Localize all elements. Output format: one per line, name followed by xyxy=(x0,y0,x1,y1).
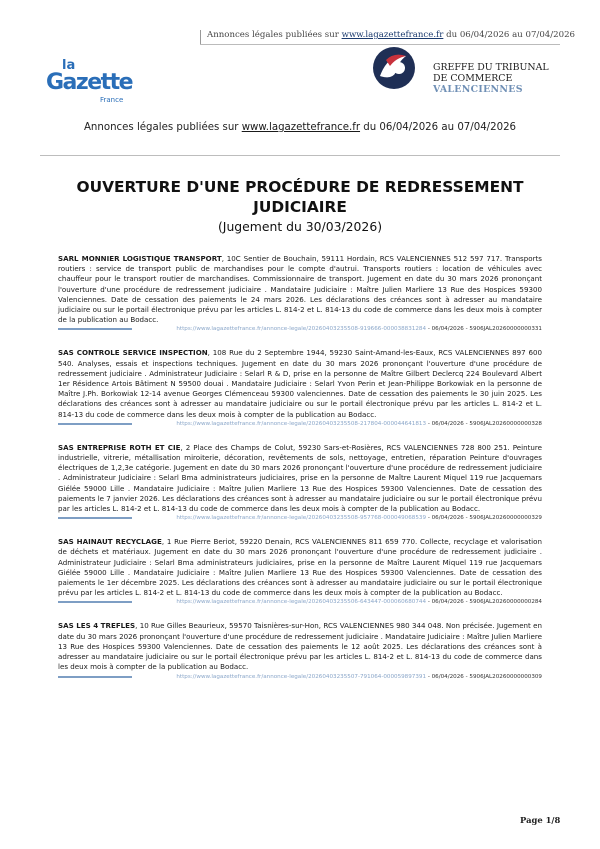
top-publication-line xyxy=(200,30,576,44)
company-name: SAS ENTREPRISE ROTH ET CIE xyxy=(58,442,181,452)
notice-item xyxy=(58,443,542,528)
subtitle-suffix: du 06/04/2026 au 07/04/2026 xyxy=(360,122,517,133)
subtitle-rule xyxy=(40,155,560,156)
notice-bar xyxy=(58,601,132,603)
publication-subtitle xyxy=(0,122,600,133)
notice-body xyxy=(58,443,542,514)
notice-body xyxy=(58,254,542,325)
top-suffix: du 06/04/2026 au 07/04/2026 xyxy=(443,30,576,40)
company-name: SAS HAINAUT RECYCLAGE xyxy=(58,537,162,547)
greffe-city: VALENCIENNES xyxy=(433,84,523,95)
logo-france: France xyxy=(100,96,124,104)
notice-bar xyxy=(58,423,132,425)
notice-meta xyxy=(176,326,542,332)
notice-meta xyxy=(176,674,542,680)
logo-gazette: Gazette xyxy=(46,70,133,95)
gazette-logo xyxy=(40,58,133,104)
greffe-line2: DE COMMERCE xyxy=(433,73,513,84)
page-title: OUVERTURE D'UNE PROCÉDURE DE REDRESSEMENT JUDICIAIRE xyxy=(76,178,524,216)
notice-text: , 2 Place des Champs de Colut, 59230 Sars-et-Rosières, RCS VALENCIENNES 728 800 251. Peinture industrielle, vitrerie, métallisation miroiterie, décoration, revêtements de sols, nettoyage, entretien, réparation Peinture d'ouvrages électriques de 1,2,3e catégorie. Jugement en date du 30 mars 2026 prononçant l'ouverture d'une procédure de redressement judiciaire . Administrateur Judiciaire : Selarl Bma administrateurs judiciaires, prise en la personne de Maître Laurent Miquel 119 rue Jacquemars Giélée 59000 Lille . Mandataire Judiciaire : Maître Julien Marliere 13 Rue des Hospices 59300 Valenciennes. Date de cessation des paiements le 7 janvier 2026. Les déclarations des créances sont à adresser au mandataire judiciaire ou sur le portail électronique prévu par les articles L. 814-2 et L. 814-13 du code de commerce dans les deux mois à compter de la publication au Bodacc. xyxy=(58,442,542,514)
notice-link[interactable]: https://www.lagazettefrance.fr/annonce-legale/20260403235506-643447-000060680744 xyxy=(176,599,427,606)
page-number: Page 1/8 xyxy=(520,815,561,825)
notice-item xyxy=(58,348,542,433)
notice-ref: - 06/04/2026 - 5906JAL20260000000309 xyxy=(426,673,542,680)
notice-ref: - 06/04/2026 - 5906JAL20260000000284 xyxy=(426,599,542,606)
top-prefix: Annonces légales publiées sur xyxy=(207,30,342,40)
notice-link[interactable]: https://www.lagazettefrance.fr/annonce-legale/20260403235508-919666-000038831284 xyxy=(176,326,427,333)
notice-text: , 10C Sentier de Bouchain, 59111 Hordain, RCS VALENCIENNES 512 597 717. Transports routiers : service de transport public de marchandises pour le compte d'autrui. Transports routiers : location de véhicules avec chauffeur pour le transport routier de marchandises. Commissionnaire de transport. Jugement en date du 30 mars 2026 prononçant l'ouverture d'une procédure de redressement judiciaire . Mandataire Judiciaire : Maître Julien Marliere 13 Rue des Hospices 59300 Valenciennes. Date de cessation des paiements le 24 mars 2026. Les déclarations des créances sont à adresser au mandataire judiciaire ou sur le portail électronique prévu par les articles L. 814-2 et L. 814-13 du code de commerce dans les deux mois à compter de la publication au Bodacc. xyxy=(58,254,542,325)
notice-link[interactable]: https://www.lagazettefrance.fr/annonce-legale/20260403235508-957768-000049068539 xyxy=(176,515,427,522)
notice-ref: - 06/04/2026 - 5906JAL20260000000328 xyxy=(426,420,542,427)
notices-list xyxy=(58,254,542,696)
notice-footer xyxy=(58,421,542,434)
notice-meta xyxy=(176,515,542,521)
greffe-title xyxy=(433,62,549,95)
notice-text: , 1 Rue Pierre Beriot, 59220 Denain, RCS VALENCIENNES 811 659 770. Collecte, recyclage et valorisation de déchets et matériaux. Jugement en date du 30 mars 2026 prononçant l'ouverture d'une procédure de redressement judiciaire . Administrateur Judiciaire : Selarl Bma administrateurs judiciaires, prise en la personne de Maître Laurent Miquel 119 rue Jacquemars Giélée 59000 Lille . Mandataire Judiciaire : Maître Julien Marliere 13 Rue des Hospices 59300 Valenciennes. Date de cessation des paiements le 1er décembre 2025. Les déclarations des créances sont à adresser au mandataire judiciaire ou sur le portail électronique prévu par les articles L. 814-2 et L. 814-13 du code de commerce dans les deux mois à compter de la publication au Bodacc. xyxy=(58,537,542,598)
notice-footer xyxy=(58,326,542,339)
company-name: SARL MONNIER LOGISTIQUE TRANSPORT xyxy=(58,254,222,263)
notice-meta xyxy=(176,599,542,605)
top-site-link[interactable]: www.lagazettefrance.fr xyxy=(341,30,444,40)
notice-ref: - 06/04/2026 - 5906JAL20260000000331 xyxy=(426,326,542,333)
subtitle-prefix: Annonces légales publiées sur xyxy=(83,122,242,133)
notice-footer xyxy=(58,515,542,528)
notice-meta xyxy=(176,421,542,427)
top-rule xyxy=(200,44,560,45)
notice-item xyxy=(58,621,542,686)
notice-footer xyxy=(58,674,542,687)
notice-ref: - 06/04/2026 - 5906JAL20260000000329 xyxy=(426,515,542,522)
notice-bar xyxy=(58,328,132,330)
logo-la: la xyxy=(62,58,76,73)
notice-text: , 108 Rue du 2 Septembre 1944, 59230 Saint-Amand-les-Eaux, RCS VALENCIENNES 897 600 540. Analyses, essais et inspections techniques. Jugement en date du 30 mars 2026 prononçant l'ouverture d'une procédure de redressement judiciaire . Administrateur Judiciaire : Selarl R & D, prise en la personne de Maître Gilbert Declercq 224 Boulevard Albert 1er Résidence Artois Bâtiment N 59500 douai . Mandataire Judiciaire : Selarl Yvon Perin et Jean-Philippe Borkowiak en la personne de Maître J.Ph. Borkowiak 12-14 avenue Georges Clémenceau 59300 valenciennes. Date de cessation des paiements le 30 juin 2025. Les déclarations des créances sont à adresser au mandataire judiciaire ou sur le portail électronique prévu par les articles L. 814-2 et L. 814-13 du code de commerce dans les deux mois à compter de la publication au Bodacc. xyxy=(58,348,543,419)
company-name: SAS CONTROLE SERVICE INSPECTION xyxy=(58,348,208,358)
company-name: SAS LES 4 TREFLES xyxy=(58,621,136,631)
notice-body xyxy=(58,348,542,419)
notice-bar xyxy=(58,676,132,678)
subtitle-site-link[interactable]: www.lagazettefrance.fr xyxy=(241,122,361,133)
notice-body xyxy=(58,621,542,672)
notice-link[interactable]: https://www.lagazettefrance.fr/annonce-legale/20260403235508-217804-000044641813 xyxy=(176,420,427,427)
judgment-date: (Jugement du 30/03/2026) xyxy=(217,219,383,234)
notice-footer xyxy=(58,599,542,612)
greffe-marianne-icon xyxy=(372,46,416,90)
notice-item xyxy=(58,537,542,612)
notice-link[interactable]: https://www.lagazettefrance.fr/annonce-legale/20260403235507-791064-000059897391 xyxy=(176,673,427,680)
greffe-line1: GREFFE DU TRIBUNAL xyxy=(433,62,549,73)
notice-item xyxy=(58,254,542,339)
notice-body xyxy=(58,537,542,598)
notice-text: , 10 Rue Gilles Beaurieux, 59570 Taisnières-sur-Hon, RCS VALENCIENNES 980 344 048. Non précisée. Jugement en date du 30 mars 2026 prononçant l'ouverture d'une procédure de redressement judiciaire . Mandataire Judiciaire : Maître Julien Marliere 13 Rue des Hospices 59300 Valenciennes. Date de cessation des paiements le 12 août 2025. Les déclarations des créances sont à adresser au mandataire judiciaire ou sur le portail électronique prévu par les articles L. 814-2 et L. 814-13 du code de commerce dans les deux mois à compter de la publication au Bodacc. xyxy=(58,621,543,672)
notice-bar xyxy=(58,517,132,519)
